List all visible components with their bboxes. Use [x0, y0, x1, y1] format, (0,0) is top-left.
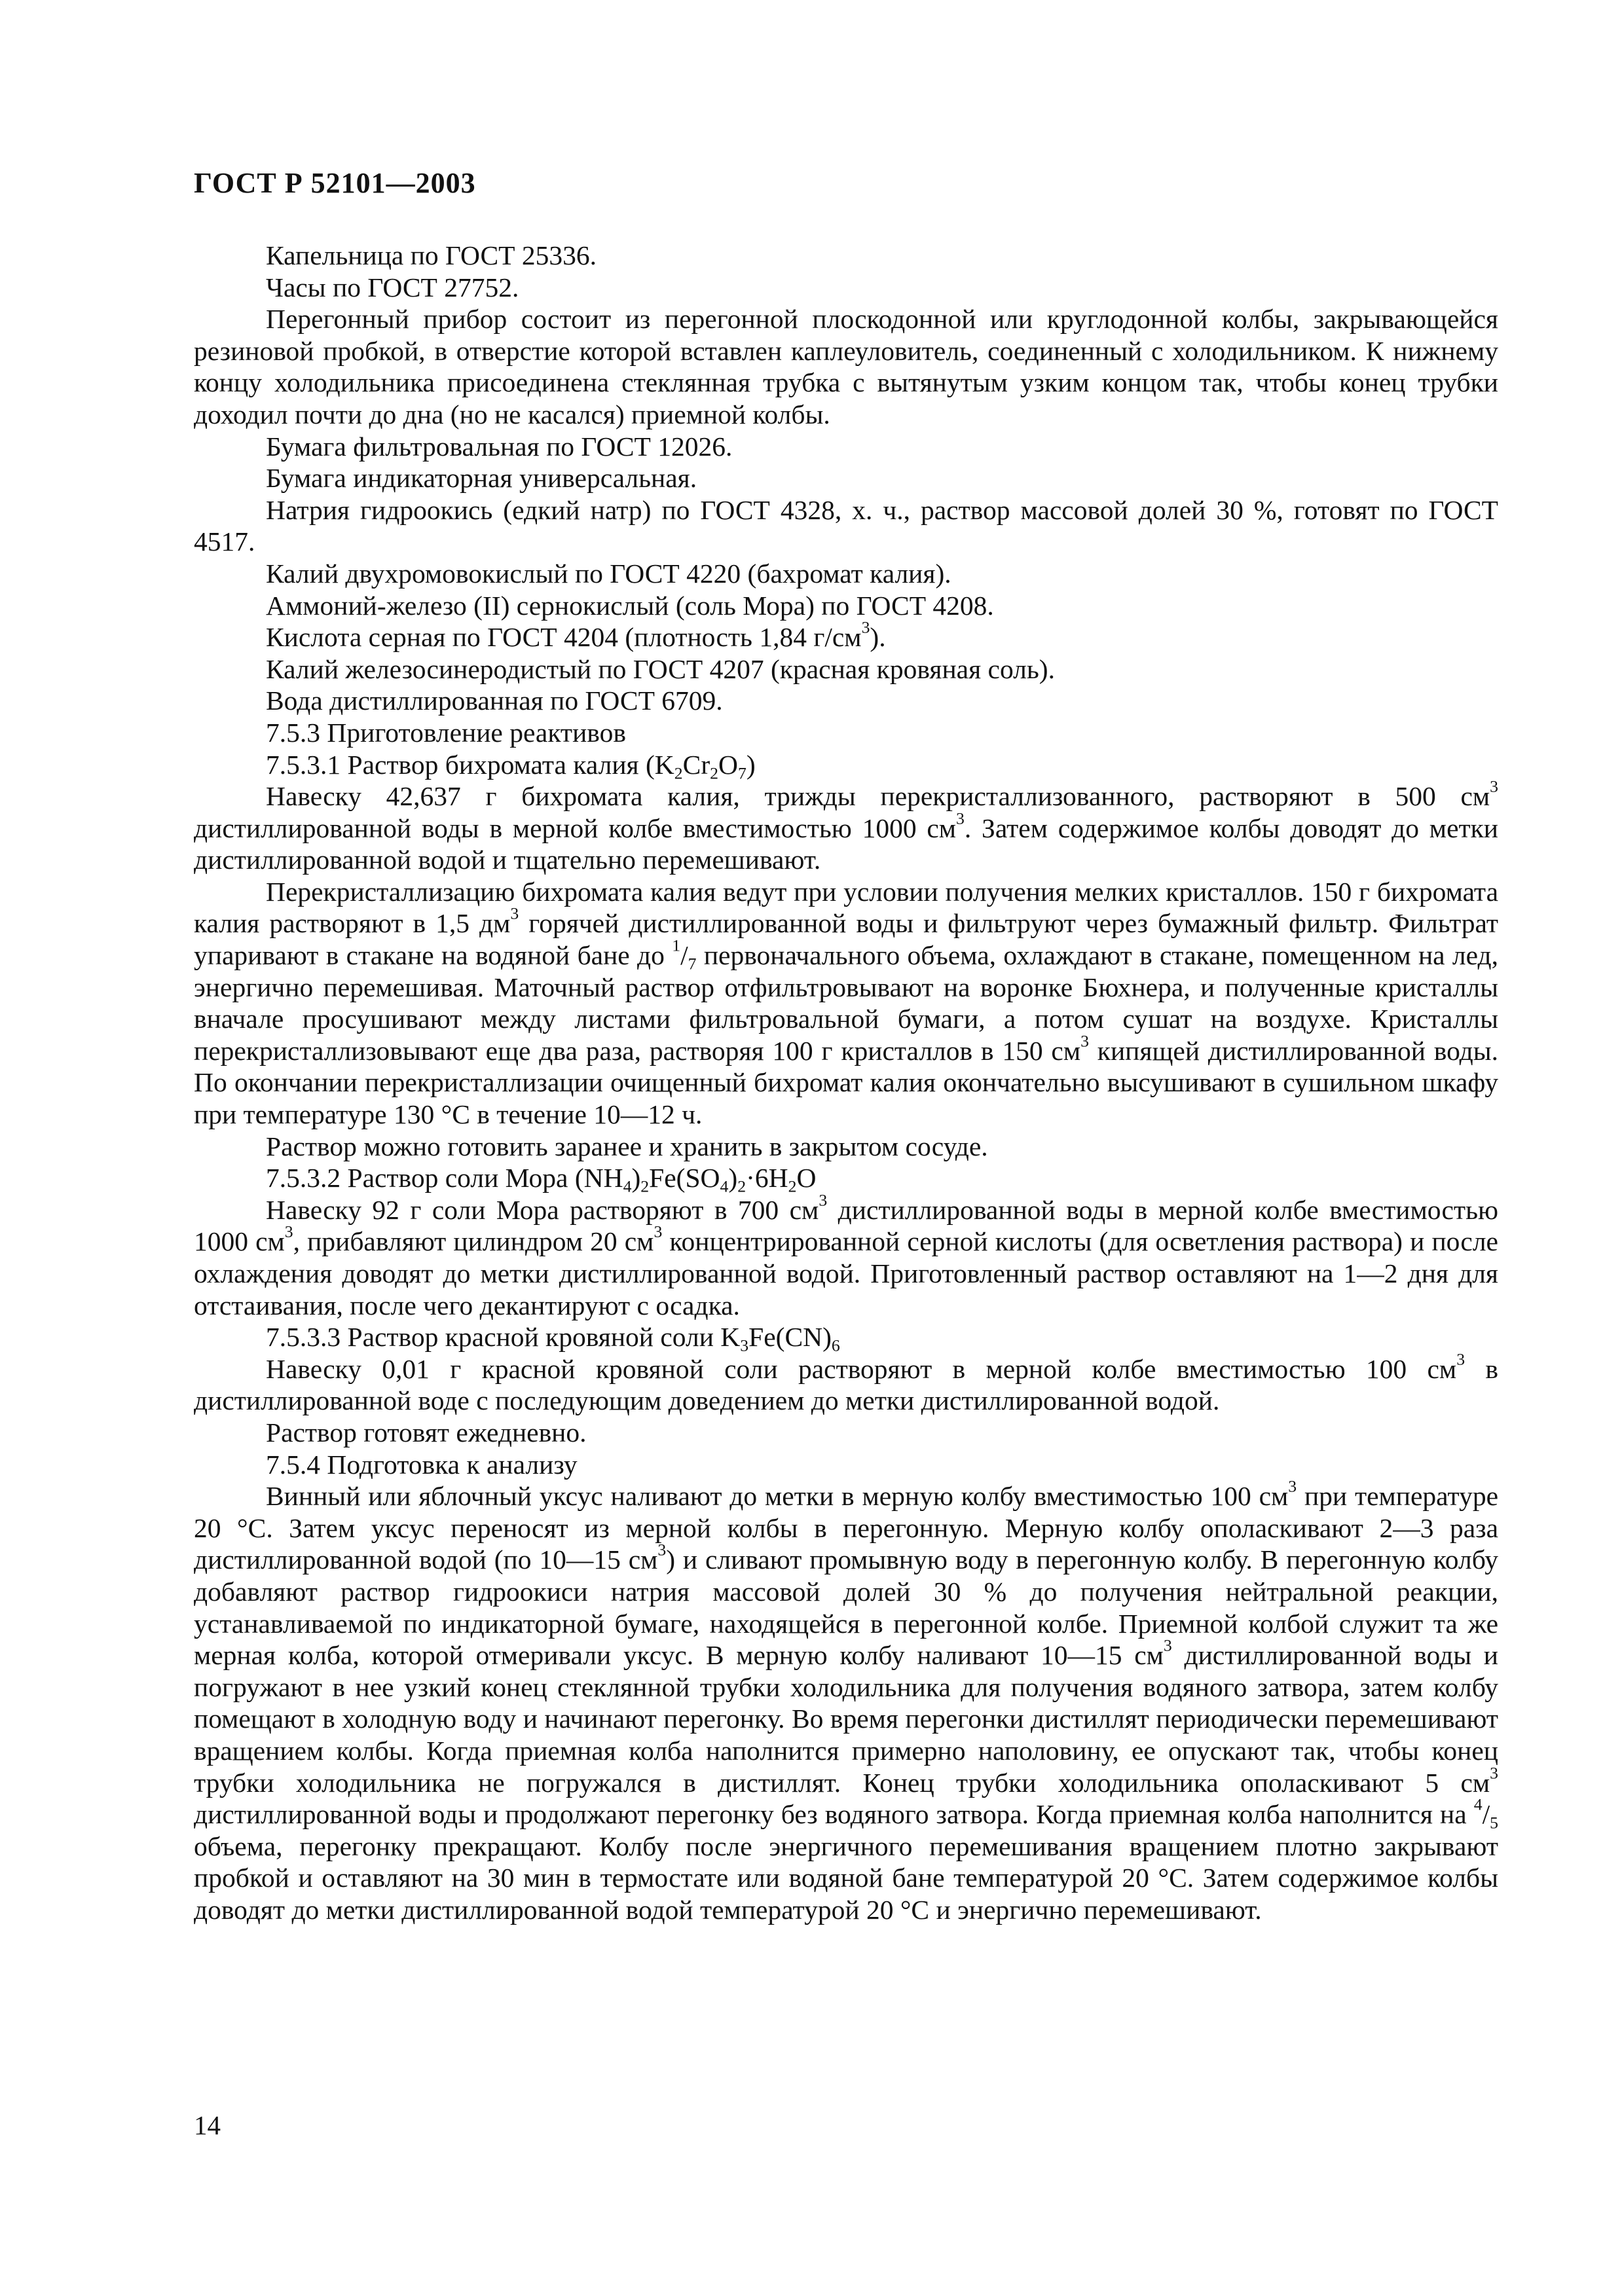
- paragraph: Раствор готовят ежедневно.: [266, 1417, 587, 1448]
- subscript: 7: [737, 763, 746, 783]
- paragraph: [194, 1190, 1498, 1321]
- fraction-slash: /: [680, 940, 688, 971]
- superscript: 3: [1490, 776, 1498, 796]
- paragraph: Вода дистиллированная по ГОСТ 6709.: [266, 685, 723, 716]
- subscript: 4: [720, 1176, 729, 1196]
- fraction-numerator: 4: [1473, 1795, 1483, 1814]
- fraction: [672, 936, 697, 974]
- paragraph: Раствор можно готовить заранее и хранить в закрытом сосуде.: [266, 1131, 988, 1161]
- text-run: объема, перегонку прекращают. Колбу после энергичного перемешивания вращением плотно закрывают пробкой и оставляют на 30 мин в термостате или водяной бане температурой 20 °С. Затем содержимое колбы доводят до метки дистиллированной водой температурой 20 °С и энергично перемешивают.: [194, 1831, 1498, 1925]
- text-run: Перекристаллизацию бихромата калия ведут при условии получения мелких кристаллов. 150 г бихромата калия растворяют в 1,5 дм: [194, 876, 1498, 939]
- paragraph: Калий железосинеродистый по ГОСТ 4207 (красная кровяная соль).: [266, 653, 1055, 684]
- superscript: 3: [510, 903, 519, 923]
- paragraph: [194, 776, 1498, 876]
- paragraph: Калий двухромовокислый по ГОСТ 4220 (бахромат калия).: [266, 558, 951, 589]
- text-run: в дистиллированной воде с последующим доведением до метки дистиллированной водой.: [194, 1353, 1498, 1416]
- fraction-numerator: 1: [672, 936, 681, 955]
- paragraph: Аммоний-железо (II) сернокислый (соль Мора) по ГОСТ 4208.: [266, 590, 994, 621]
- text-run: Fe(CN): [748, 1322, 832, 1353]
- text-run: 7.5.3.3 Раствор красной кровяной соли K: [266, 1322, 741, 1353]
- text-run: ).: [870, 622, 886, 653]
- subscript: 2: [737, 1176, 746, 1196]
- text-run: 7.5.3.1 Раствор бихромата калия (K: [266, 749, 674, 780]
- paragraph: [194, 617, 1498, 653]
- subscript: 4: [623, 1176, 632, 1196]
- text-run: дистиллированной воды в мерной колбе вместимостью 1000 см: [194, 1194, 1498, 1257]
- text-run: дистиллированной воды в мерной колбе вместимостью 1000 см: [194, 812, 957, 843]
- text-run: дистиллированной воды и продолжают перегонку без водяного затвора. Когда приемная колба наполнится на: [194, 1799, 1474, 1830]
- paragraph: Перегонный прибор состоит из перегонной плоскодонной или круглодонной колбы, закрывающейся резиновой пробкой, в отверстие которой вставлен каплеуловитель, соединенный с холодильником. К нижнему концу холодильника присоединена стеклянная трубка с вытянутым узким концом так, чтобы конец трубки доходил почти до дна (но не касался) приемной колбы.: [194, 304, 1498, 429]
- subscript: 6: [831, 1336, 840, 1355]
- section-heading: 7.5.4 Подготовка к анализу: [266, 1449, 578, 1480]
- paragraph: Натрия гидроокись (едкий натр) по ГОСТ 4328, х. ч., раствор массовой долей 30 %, готовят по ГОСТ 4517.: [194, 494, 1498, 557]
- text-run: Навеску 42,637 г бихромата калия, трижды перекристаллизованного, растворяют в 500 см: [266, 781, 1490, 812]
- text-run: дистиллированной воды и погружают в нее узкий конец стеклянной трубки холодильника для получения водяного затвора, затем колбу помещают в холодную воду и начинают перегонку. Во время перегонки дистиллят периодически перемешивают вращением колбы. Когда приемная колба наполнится примерно наполовину, ее опускают так, чтобы конец трубки холодильника не погружался в дистиллят. Конец трубки холодильника ополаскивают 5 см: [194, 1640, 1498, 1798]
- subscript: 2: [710, 763, 718, 783]
- superscript: 3: [1490, 1762, 1498, 1782]
- superscript: 3: [1163, 1635, 1172, 1655]
- paragraph: [194, 876, 1498, 1131]
- subsection-heading: [194, 1321, 1498, 1353]
- text-run: ) и сливают промывную воду в перегонную колбу. В перегонную колбу добавляют раствор гидроокиси натрия массовой долей 30 % до получения нейтральной реакции, устанавливаемой по индикаторной бумаге, находящейся в перегонной колбе. Приемной колбой служит та же мерная колба, которой отмеривали уксус. В мерную колбу наливают 10—15 см: [194, 1544, 1498, 1671]
- document-body: [194, 240, 1498, 1925]
- text-run: Навеску 92 г соли Мора растворяют в 700 см: [266, 1194, 819, 1225]
- superscript: 3: [1456, 1349, 1465, 1369]
- text-run: , прибавляют цилиндром 20 см: [293, 1226, 654, 1257]
- text-run: концентрированной серной кислоты (для осветления раствора) и после охлаждения доводят до метки дистиллированной водой. Приготовленный раствор оставляют на 1—2 дня для отстаивания, после чего декантируют с осадка.: [194, 1226, 1498, 1321]
- text-run: первоначального объема, охлаждают в стакане, помещенном на лед, энергично перемешивая. Маточный раствор отфильтровывают на воронке Бюхнера, и полученные кристаллы вначале просушивают между листами фильтровальной бумаги, а потом сушат на воздухе. Кристаллы перекристаллизовывают еще два раза, растворяя 100 г кристаллов в 150 см: [194, 940, 1498, 1066]
- text-run: ): [631, 1163, 641, 1194]
- fraction-slash: /: [1482, 1799, 1490, 1830]
- page-number: 14: [194, 2110, 221, 2140]
- paragraph: [194, 1476, 1498, 1925]
- text-run: ): [728, 1163, 738, 1194]
- text-run: Винный или яблочный уксус наливают до метки в мерную колбу вместимостью 100 см: [266, 1481, 1289, 1512]
- paragraph: [194, 1349, 1498, 1417]
- text-run: O: [796, 1163, 817, 1194]
- text-run: горячей дистиллированной воды и фильтруют через бумажный фильтр. Фильтрат упаривают в стакане на водяной бане до: [194, 908, 1498, 971]
- subsection-heading: [194, 749, 1498, 781]
- superscript: 3: [819, 1190, 828, 1210]
- fraction-denominator: 7: [688, 954, 697, 974]
- subscript: 2: [788, 1176, 797, 1196]
- fraction-denominator: 5: [1490, 1813, 1498, 1832]
- text-run: ·6H: [746, 1163, 788, 1194]
- superscript: 3: [654, 1222, 663, 1241]
- subsection-heading: [194, 1162, 1498, 1194]
- text-run: при температуре 20 °С. Затем уксус переносят из мерной колбы в перегонную. Мерную колбу ополаскивают 2—3 раза дистиллированной водой (по 10—15 см: [194, 1481, 1498, 1575]
- text-run: Кислота серная по ГОСТ 4204 (плотность 1,84 г/см: [266, 622, 862, 653]
- document-header: ГОСТ Р 52101—2003: [194, 167, 476, 199]
- subscript: 3: [740, 1336, 749, 1355]
- text-run: ): [746, 749, 756, 780]
- text-run: O: [718, 749, 738, 780]
- paragraph: Капельница по ГОСТ 25336.: [266, 240, 597, 270]
- paragraph: Бумага индикаторная универсальная.: [266, 463, 697, 494]
- subscript: 2: [674, 763, 683, 783]
- superscript: 3: [1080, 1031, 1089, 1051]
- paragraph: Часы по ГОСТ 27752.: [266, 272, 519, 302]
- fraction: [1473, 1795, 1498, 1832]
- text-run: 7.5.3.2 Раствор соли Мора (NH: [266, 1163, 623, 1194]
- superscript: 3: [657, 1540, 667, 1559]
- superscript: 3: [956, 809, 965, 828]
- paragraph: Бумага фильтровальная по ГОСТ 12026.: [266, 431, 733, 462]
- text-run: Навеску 0,01 г красной кровяной соли растворяют в мерной колбе вместимостью 100 см: [266, 1353, 1457, 1384]
- superscript: 3: [284, 1222, 293, 1241]
- subscript: 2: [640, 1176, 650, 1196]
- text-run: Fe(SO: [649, 1163, 720, 1194]
- text-run: . Затем содержимое колбы доводят до метки дистиллированной водой и тщательно перемешивают.: [194, 812, 1498, 875]
- superscript: 3: [1288, 1476, 1297, 1496]
- section-heading: 7.5.3 Приготовление реактивов: [266, 717, 626, 748]
- text-run: кипящей дистиллированной воды. По окончании перекристаллизации очищенный бихромат калия окончательно высушивают в сушильном шкафу при температуре 130 °С в течение 10—12 ч.: [194, 1035, 1498, 1130]
- text-run: Cr: [682, 749, 710, 780]
- superscript: 3: [861, 617, 870, 637]
